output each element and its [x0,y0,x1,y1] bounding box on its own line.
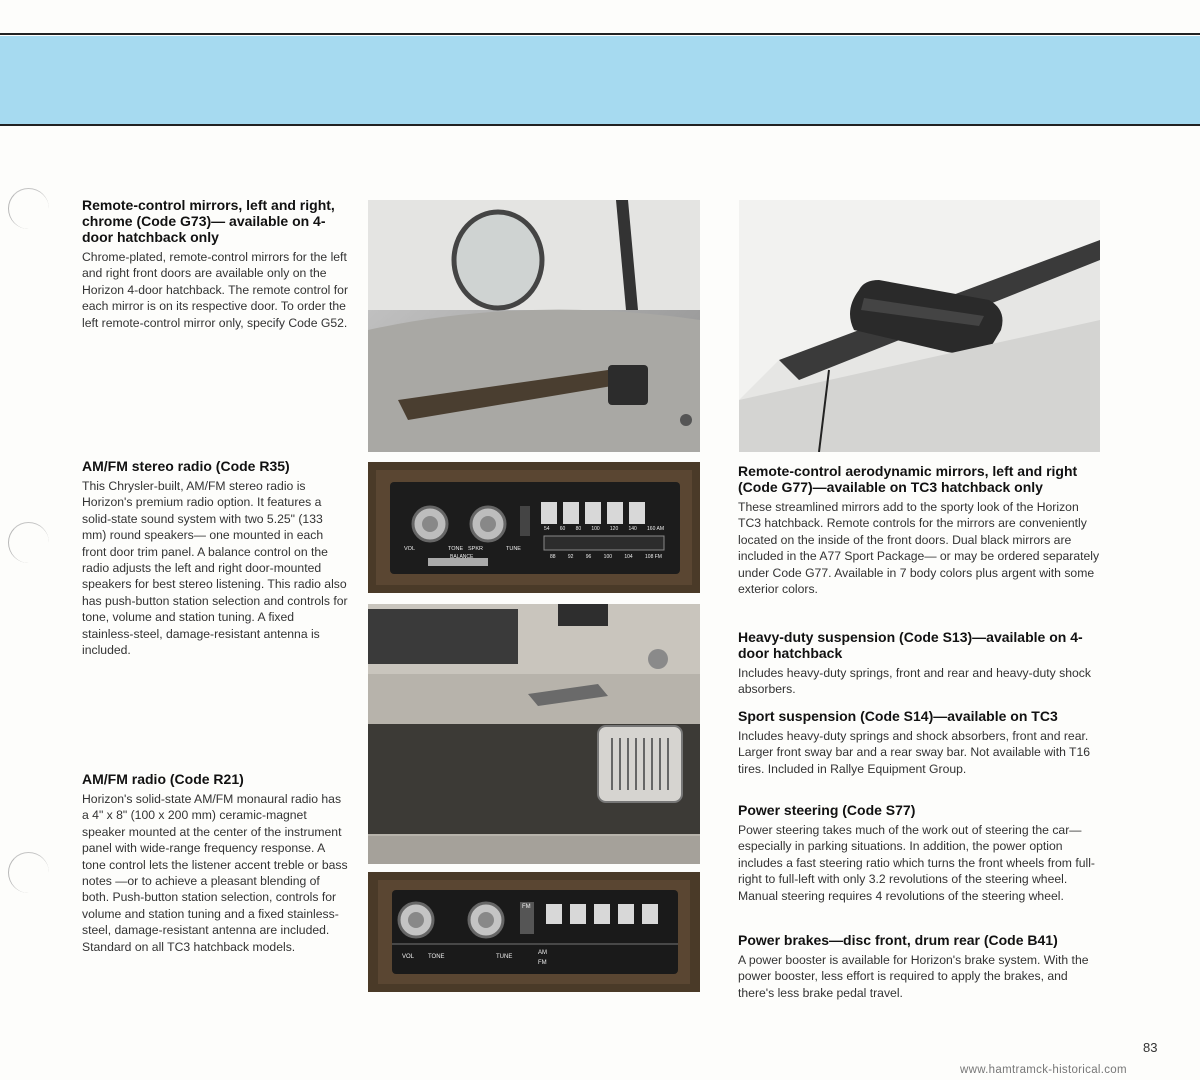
suspension-s14-section [738,708,1100,777]
brakes-b41-section [738,932,1100,1001]
chrome-mirror-photo [368,200,700,452]
header-bottom-rule [0,124,1200,126]
section-body: Horizon's solid-state AM/FM monaural radio has a 4" x 8" (100 x 200 mm) ceramic-magnet speaker mounted at the center of the instrument panel with wide-range frequency response. A tone control lets the listener accent treble or bass notes —or to achieve a pleasant blending of both. Push-button station selection, controls for volume and station tuning and a fixed stainless-steel, damage-resistant antenna are included. Standard on all TC3 hatchback models. [82,792,348,954]
binder-hole [8,852,49,893]
section-body: Power steering takes much of the work out of steering the car—especially in parking situations. In addition, the power option includes a fast steering ratio which turns the front wheels from full-right to full-left with only 3.2 revolutions of the steering wheel. Manual steering requires 4 revolutions of the steering wheel. [738,823,1095,903]
header-band [0,36,1200,124]
mirrors-g77-section [738,463,1100,597]
section-heading: Remote-control mirrors, left and right, chrome (Code G73)— available on 4-door hatchback only [82,197,335,245]
page-number: 83 [1143,1040,1158,1055]
binder-hole [8,522,49,563]
section-heading: AM/FM stereo radio (Code R35) [82,458,290,474]
section-heading: Power steering (Code S77) [738,802,916,818]
watermark: www.hamtramck-historical.com [960,1064,1127,1076]
mono-fm-label: FM [538,960,547,966]
stereo-label-tune: TUNE [506,546,521,552]
mirrors-g73-section [82,197,350,331]
suspension-s13-section [738,629,1100,698]
stereo-label-tone: TONE [448,546,464,552]
stereo-am-scale: 54 60 80 100 120 140 160 AM [544,526,664,532]
section-heading: Remote-control aerodynamic mirrors, left and right (Code G77)—available on TC3 hatchback only [738,463,1078,495]
radio-r21-section [82,771,350,955]
section-body: Includes heavy-duty springs and shock absorbers, front and rear. Larger front sway bar and a rear sway bar. Not available with T16 tires. Included in Rallye Equipment Group. [738,729,1091,776]
section-body: These streamlined mirrors add to the sporty look of the Horizon TC3 hatchback. Remote controls for the mirrors are conveniently located on the inside of the front doors. Dual black mirrors are included in the A77 Sport Package— or may be ordered separately under Code G77. Available in 7 body colors plus argent with some exterior colors. [738,500,1100,597]
door-speaker-photo [368,604,700,864]
section-body: This Chrysler-built, AM/FM stereo radio is Horizon's premium radio option. It features a solid-state sound system with two 5.25" (133 mm) round speakers— one mounted in each front door trim panel. A balance control on the radio adjusts the left and right door-mounted speakers for best stereo listening. This radio also has push-button station selection and controls for tone, volume and station tuning. A fixed stainless-steel, damage-resistant antenna is included. [82,479,348,658]
section-heading: Sport suspension (Code S14)—available on TC3 [738,708,1058,724]
mono-am-label: AM [538,950,547,956]
binder-hole [8,188,49,229]
stereo-fm-scale: 88 92 96 100 104 108 FM [550,554,662,560]
stereo-label-balance: BALANCE [450,554,474,560]
section-heading: AM/FM radio (Code R21) [82,771,244,787]
stereo-radio-photo [368,462,700,593]
section-body: Includes heavy-duty springs, front and rear and heavy-duty shock absorbers. [738,666,1091,697]
section-body: A power booster is available for Horizon's brake system. With the power booster, less effort is required to apply the brakes, and there's less brake pedal travel. [738,953,1089,1000]
section-heading: Heavy-duty suspension (Code S13)—available on 4-door hatchback [738,629,1083,661]
mono-radio-photo [368,872,700,992]
aero-mirror-photo [739,200,1100,452]
section-body: Chrome-plated, remote-control mirrors for the left and right front doors are available only on the Horizon 4-door hatchback. The remote control for each mirror is on its respective door. To order the left remote-control mirror only, specify Code G52. [82,250,349,330]
steering-s77-section [738,802,1100,904]
radio-r35-section [82,458,348,658]
stereo-label-vol: VOL [404,546,416,552]
top-rule [0,33,1200,35]
stereo-label-spkr: SPKR [468,546,483,552]
mono-fm-button-label: FM [522,904,531,910]
mono-label-tone: TONE [428,954,445,960]
section-heading: Power brakes—disc front, drum rear (Code B41) [738,932,1058,948]
mono-label-tune: TUNE [496,954,513,960]
mono-label-vol: VOL [402,954,415,960]
